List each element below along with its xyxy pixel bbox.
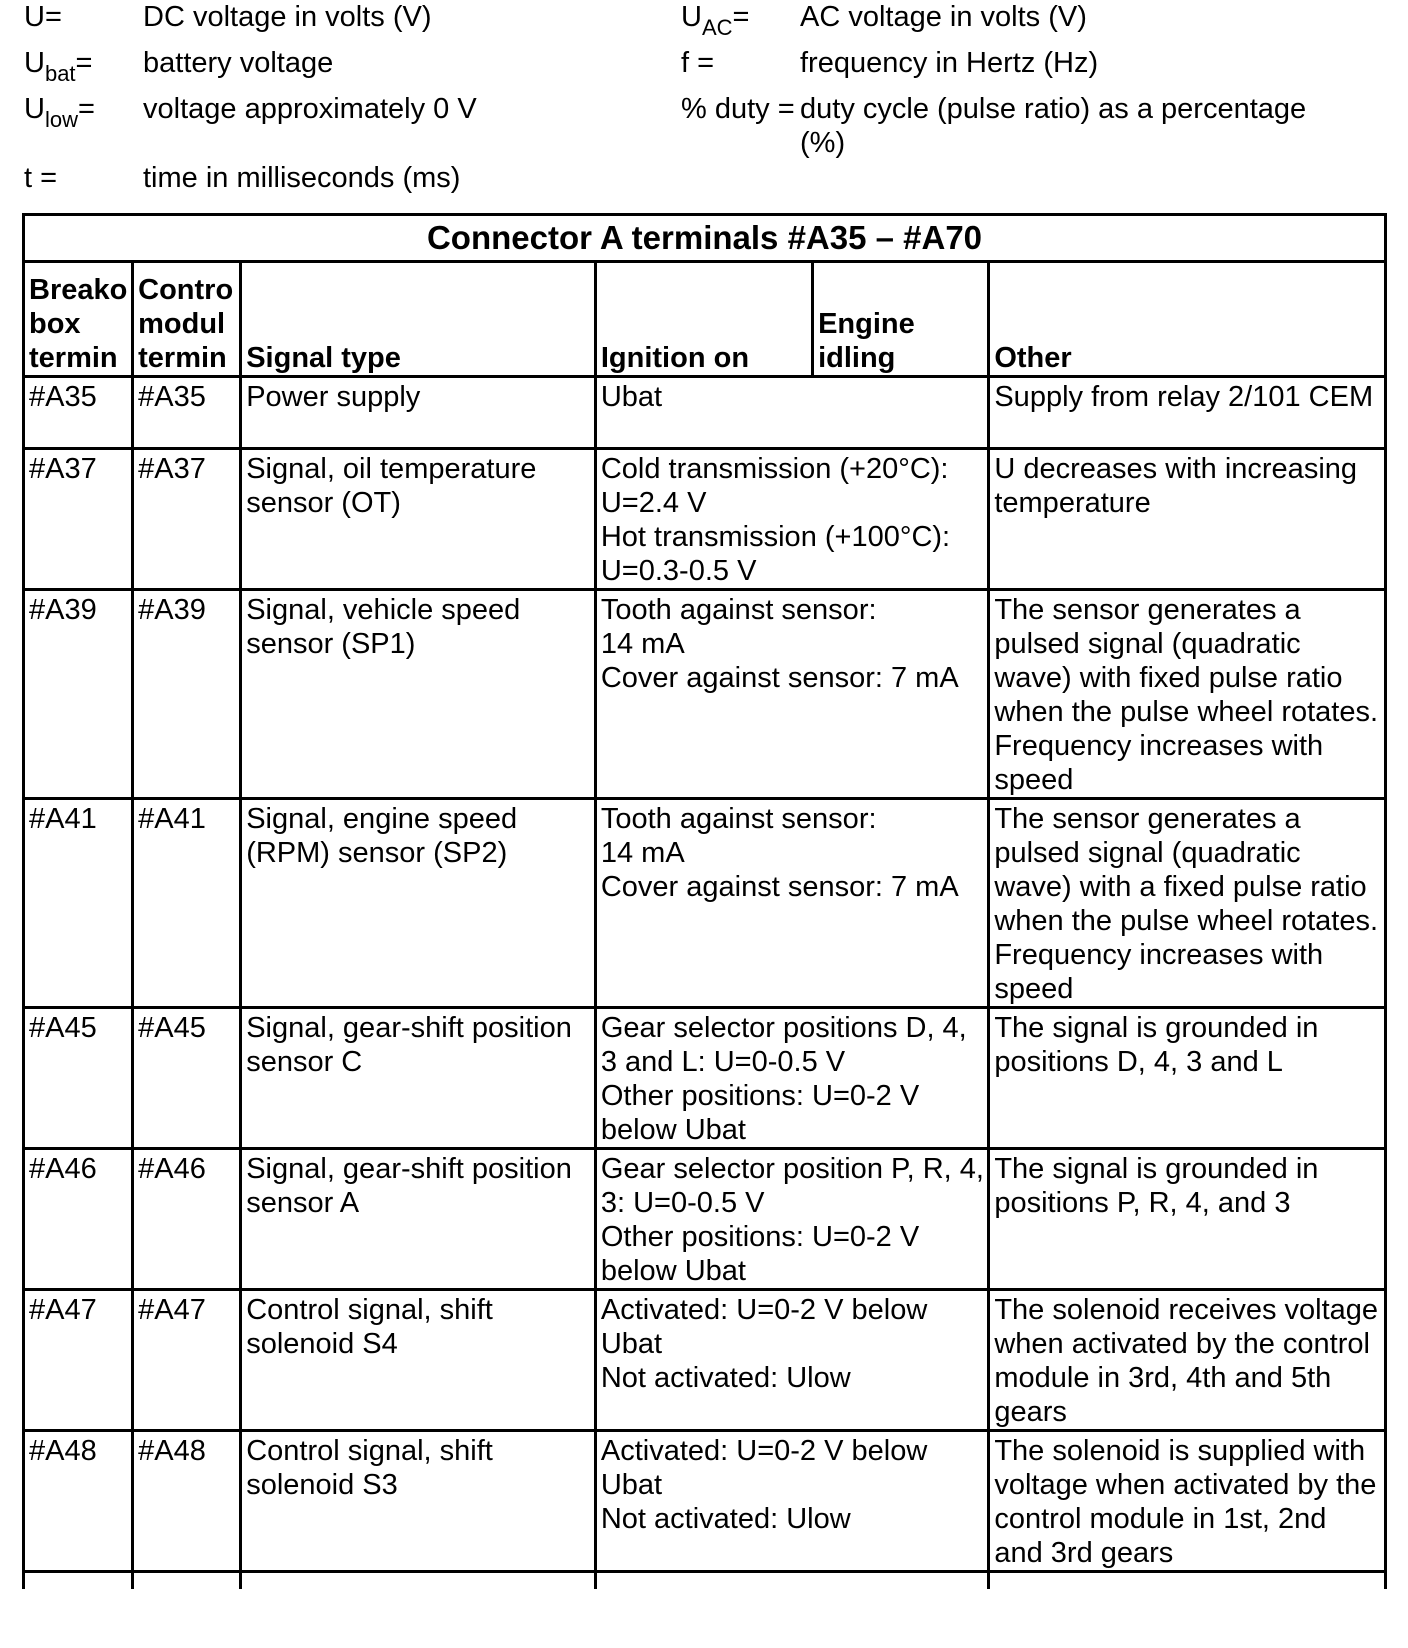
header-breakout-box-terminal: Breako box termin: [24, 262, 133, 377]
table-row: [24, 377, 1386, 449]
table-header-row: [24, 262, 1386, 377]
other-note: The signal is grounded in positions P, R, 4, and 3: [989, 1149, 1386, 1290]
signal-type: Signal, engine speed (RPM) sensor (SP2): [241, 799, 596, 1008]
legend-definition: voltage approximately 0 V: [143, 93, 477, 125]
breakout-box-terminal: #A39: [24, 590, 133, 799]
breakout-box-terminal: #A41: [24, 799, 133, 1008]
legend-symbol: f =: [681, 47, 715, 79]
other-note: U decreases with increasing temperature: [989, 449, 1386, 590]
ignition-on-value: Activated: U=0-2 V below Ubat Not activated: Ulow: [595, 1431, 988, 1572]
other-note: The sensor generates a pulsed signal (quadratic wave) with a fixed pulse ratio when the pulse wheel rotates. Frequency increases with speed: [989, 799, 1386, 1008]
table-row-truncated: [24, 1572, 1386, 1590]
ignition-on-value: Activated: U=0-2 V below Ubat Not activated: Ulow: [595, 1290, 988, 1431]
other-note: The solenoid is supplied with voltage when activated by the control module in 1st, 2nd and 3rd gears: [989, 1431, 1386, 1572]
table-row: [24, 1431, 1386, 1572]
signal-type: Signal, vehicle speed sensor (SP1): [241, 590, 596, 799]
breakout-box-terminal: #A47: [24, 1290, 133, 1431]
legend-definition: time in milliseconds (ms): [143, 162, 461, 194]
legend-symbol: U=: [24, 1, 62, 33]
table-title-row: [24, 215, 1386, 262]
signal-type: Signal, gear-shift position sensor A: [241, 1149, 596, 1290]
breakout-box-terminal: #A48: [24, 1431, 133, 1572]
legend-symbol: t =: [24, 162, 58, 194]
legend-definition: battery voltage: [143, 47, 334, 79]
table-row: [24, 449, 1386, 590]
other-note: Supply from relay 2/101 CEM: [989, 377, 1386, 449]
control-module-terminal: #A37: [133, 449, 241, 590]
breakout-box-terminal: #A46: [24, 1149, 133, 1290]
ignition-on-value: Tooth against sensor: 14 mA Cover against sensor: 7 mA: [595, 590, 988, 799]
table-row: [24, 590, 1386, 799]
ignition-on-value: Tooth against sensor: 14 mA Cover against sensor: 7 mA: [595, 799, 988, 1008]
signal-type: Control signal, shift solenoid S4: [241, 1290, 596, 1431]
control-module-terminal: #A46: [133, 1149, 241, 1290]
table-row: [24, 799, 1386, 1008]
ignition-on-value: Ubat: [595, 377, 988, 449]
table-title: Connector A terminals #A35 – #A70: [24, 215, 1386, 262]
breakout-box-terminal: #A37: [24, 449, 133, 590]
legend-definition: frequency in Hertz (Hz): [800, 47, 1099, 79]
table-row: [24, 1149, 1386, 1290]
other-note: The sensor generates a pulsed signal (quadratic wave) with fixed pulse ratio when the pulse wheel rotates. Frequency increases with speed: [989, 590, 1386, 799]
legend-definition: duty cycle (pulse ratio) as a percentage (%): [800, 93, 1307, 159]
other-note: The solenoid receives voltage when activated by the control module in 3rd, 4th and 5th gears: [989, 1290, 1386, 1431]
control-module-terminal: #A48: [133, 1431, 241, 1572]
signal-type: Signal, oil temperature sensor (OT): [241, 449, 596, 590]
breakout-box-terminal: #A35: [24, 377, 133, 449]
connector-terminal-table: [22, 213, 1387, 1589]
legend-symbol: $U_{AC}=$: [681, 1, 750, 40]
legend-symbol: % duty =: [681, 93, 795, 125]
signal-type: Control signal, shift solenoid S3: [241, 1431, 596, 1572]
table-row: [24, 1008, 1386, 1149]
control-module-terminal: #A47: [133, 1290, 241, 1431]
control-module-terminal: #A45: [133, 1008, 241, 1149]
signal-type: Power supply: [241, 377, 596, 449]
header-control-module-terminal: Contro modul termin: [133, 262, 241, 377]
control-module-terminal: #A39: [133, 590, 241, 799]
breakout-box-terminal: #A45: [24, 1008, 133, 1149]
ignition-on-value: Gear selector positions D, 4, 3 and L: U=0-0.5 V Other positions: U=0-2 V below Ubat: [595, 1008, 988, 1149]
table-row: [24, 1290, 1386, 1431]
ignition-on-value: Gear selector position P, R, 4, 3: U=0-0.5 V Other positions: U=0-2 V below Ubat: [595, 1149, 988, 1290]
control-module-terminal: #A35: [133, 377, 241, 449]
header-engine-idling: Engine idling: [813, 262, 989, 377]
legend-symbol: $U_{low}=$: [24, 93, 95, 132]
control-module-terminal: #A41: [133, 799, 241, 1008]
header-ignition-on: Ignition on: [595, 262, 812, 377]
signal-type: Signal, gear-shift position sensor C: [241, 1008, 596, 1149]
legend-definition: AC voltage in volts (V): [800, 1, 1087, 33]
other-note: The signal is grounded in positions D, 4, 3 and L: [989, 1008, 1386, 1149]
header-other: Other: [989, 262, 1386, 377]
legend-symbol: $U_{bat}=$: [24, 47, 93, 86]
ignition-on-value: Cold transmission (+20°C): U=2.4 V Hot transmission (+100°C): U=0.3-0.5 V: [595, 449, 988, 590]
legend-definition: DC voltage in volts (V): [143, 1, 432, 33]
header-signal-type: Signal type: [241, 262, 596, 377]
